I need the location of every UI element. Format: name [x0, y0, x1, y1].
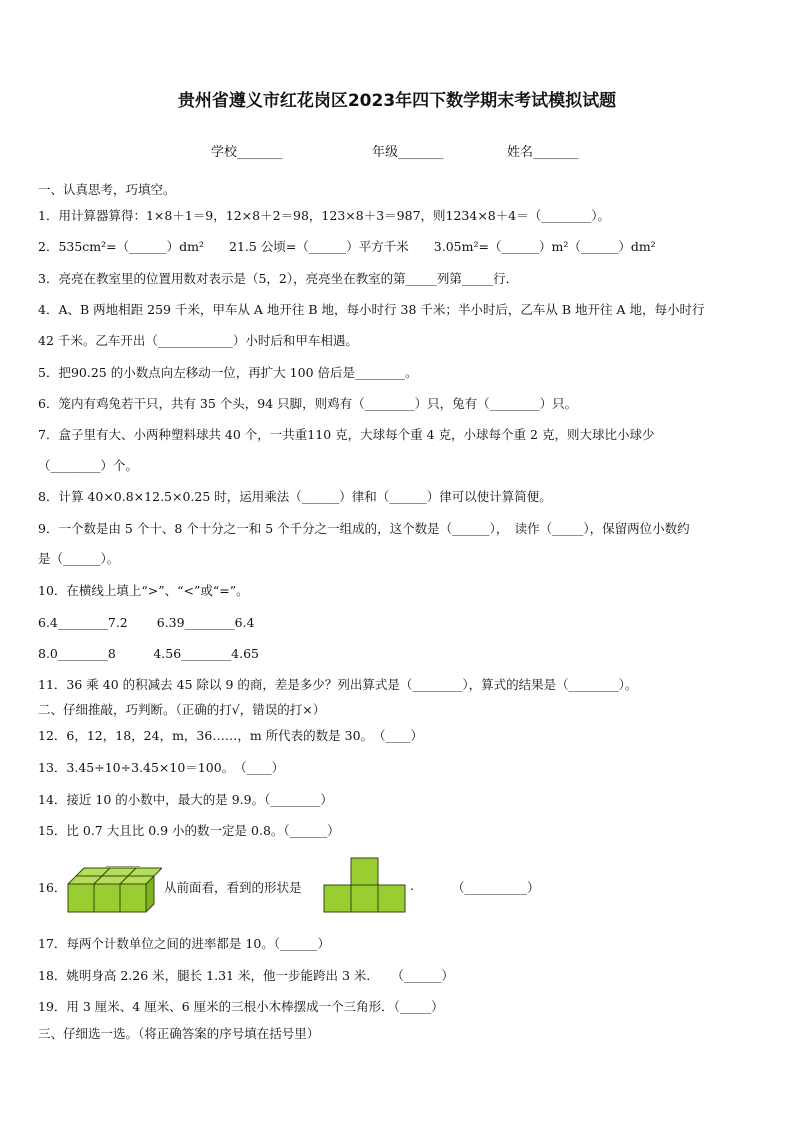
question-9-line-1: 9．一个数是由 5 个十、8 个十分之一和 5 个千分之一组成的，这个数是（______）， 读作（_____），保留两位小数约 [38, 521, 690, 536]
question-8: 8．计算 40×0.8×12.5×0.25 时，运用乘法（______）律和（______）律可以使计算简便。 [38, 489, 552, 504]
cube-front-face [94, 884, 120, 912]
question-15: 15．比 0.7 大且比 0.9 小的数一定是 0.8。（______） [38, 823, 340, 838]
question-16-dot: . [410, 878, 414, 893]
section-3-heading: 三、仔细选一选。（将正确答案的序号填在括号里） [38, 1026, 320, 1041]
question-7-line-1: 7．盒子里有大、小两种塑料球共 40 个，一共重110 克，大球每个重 4 克，小球每个重 2 克，则大球比小球少 [38, 427, 655, 442]
question-7-line-2: （________）个。 [38, 458, 139, 473]
question-13: 13．3.45÷10÷3.45×10＝100。 （____） [38, 760, 285, 775]
grade-field[interactable]: 年级_______ [372, 145, 444, 160]
question-16-text: 从前面看，看到的形状是 [164, 880, 302, 895]
question-16-number: 16． [38, 880, 67, 895]
name-field[interactable]: 姓名_______ [507, 145, 579, 160]
question-12: 12．6，12，18，24，m，36……，m 所代表的数是 30。 （____） [38, 728, 424, 743]
page-title: 贵州省遵义市红花岗区2023年四下数学期末考试模拟试题 [177, 91, 617, 111]
question-14: 14．接近 10 的小数中，最大的是 9.9。（________） [38, 792, 333, 807]
question-5: 5．把90.25 的小数点向左移动一位，再扩大 100 倍后是________。 [38, 365, 418, 380]
question-19: 19．用 3 厘米、4 厘米、6 厘米的三根小木棒摆成一个三角形．（_____） [38, 999, 444, 1014]
question-11: 11．36 乘 40 的积减去 45 除以 9 的商，差是多少？列出算式是（________），算式的结果是（________）。 [38, 677, 638, 692]
question-3: 3．亮亮在教室里的位置用数对表示是（5，2），亮亮坐在教室的第_____列第_____行． [38, 271, 519, 286]
question-4-line-2: 42 千米。乙车开出（____________）小时后和甲车相遇。 [38, 333, 358, 348]
question-10-row-1: 6.4________7.2 6.39________6.4 [38, 615, 255, 630]
question-17: 17．每两个计数单位之间的进率都是 10。（______） [38, 936, 331, 951]
question-2: 2．535cm²=（______）dm² 21.5 公顷=（______）平方千米 3.05m²=（______）m²（______）dm² [38, 239, 656, 254]
front-view-figure [323, 857, 407, 914]
section-2-heading: 二、仔细推敲，巧判断。（正确的打√，错误的打×） [38, 702, 326, 717]
cube-front-face [120, 884, 146, 912]
front-view-square [324, 885, 351, 912]
front-view-square [378, 885, 405, 912]
cube-front-face [68, 884, 94, 912]
front-view-square [351, 858, 378, 885]
question-16-answer[interactable]: （__________） [452, 880, 540, 895]
school-field[interactable]: 学校_______ [211, 145, 283, 160]
question-9-line-2: 是（______）。 [38, 551, 120, 566]
front-view-square [351, 885, 378, 912]
question-1: 1．用计算器算得：1×8＋1＝9，12×8＋2＝98，123×8＋3＝987，则1234×8＋4＝（________）。 [38, 208, 610, 223]
question-10: 10．在横线上填上“>”、“<”或“=”。 [38, 583, 249, 598]
question-4-line-1: 4．A、B 两地相距 259 千米，甲车从 A 地开往 B 地，每小时行 38 千米；半小时后，乙车从 B 地开往 A 地，每小时行 [38, 302, 705, 317]
cube-stack-figure [66, 866, 162, 916]
question-6: 6．笼内有鸡兔若干只，共有 35 个头，94 只脚，则鸡有（________）只，兔有（________）只。 [38, 396, 578, 411]
question-10-row-2: 8.0________8 4.56________4.65 [38, 646, 259, 661]
question-18: 18．姚明身高 2.26 米，腿长 1.31 米，他一步能跨出 3 米． （______） [38, 968, 454, 983]
section-1-heading: 一、认真思考，巧填空。 [38, 182, 176, 197]
